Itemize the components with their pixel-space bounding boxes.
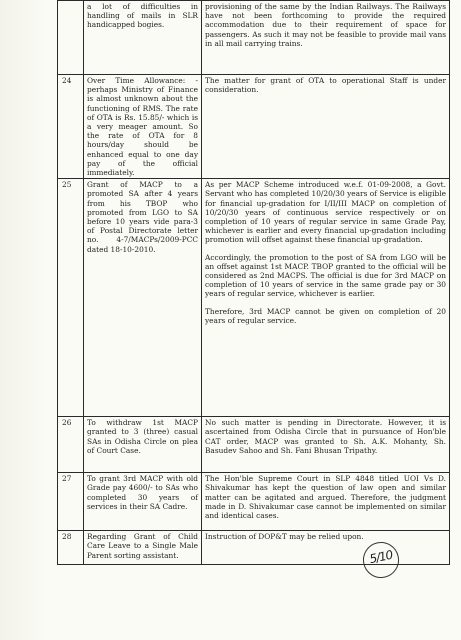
serial-number: 24 [58,75,84,179]
table-row [58,75,450,179]
reply-paragraph: The Hon'ble Supreme Court in SLP 4848 titled UOI Vs D. Shivakumar has kept the question of law open and similar matter can be agitated and argued. Therefore, the judgment made in D. Shivakumar case cannot be implemented on similar and identical cases. [205,474,446,521]
serial-number: 26 [58,417,84,473]
reply-cell [202,75,450,179]
reply-paragraph: Instruction of DOP&T may be relied upon. [205,532,364,542]
reply-paragraph: provisioning of the same by the Indian Railways. The Railways have not been forthcoming to provide the required accommodation due to their requirement of space for passengers. As such it may not be feasible to provide mail vans in all mail carrying trains. [205,2,446,48]
reply-paragraph: The matter for grant of OTA to operational Staff is under consideration. [205,76,446,95]
table-row [58,417,450,473]
subject-cell: Regarding Grant of Child Care Leave to a Single Male Parent sorting assistant. [84,531,202,565]
serial-number: 27 [58,473,84,531]
reply-cell [202,531,450,565]
subject-cell: Grant of MACP to a promoted SA after 4 years from his TBOP who promoted from LGO to SA before 10 years vide para-3 of Postal Directorate letter no. 4-7/MACPs/2009-PCC dated 18-10-2010. [84,179,202,417]
reply-cell [202,417,450,473]
table-row [58,179,450,417]
serial-number [58,1,84,75]
subject-cell: Over Time Allowance: - perhaps Ministry of Finance is almost unknown about the functioning of RMS. The rate of OTA is Rs. 15.85/- which is a very meager amount. So the rate of OTA for 8 hours/day should be enhanced equal to one day pay of the official immediately. [84,75,202,179]
serial-number: 25 [58,179,84,417]
table-row [58,1,450,75]
subject-cell: a lot of difficulties in handling of mails in SLR handicapped bogies. [84,1,202,75]
reply-paragraph: No such matter is pending in Directorate. However, it is ascertained from Odisha Circle that in pursuance of Hon'ble CAT order, MACP was granted to Sh. A.K. Mohanty, Sh. Basudev Sahoo and Sh. Fani Bhusan Tripathy. [205,418,446,455]
reply-cell [202,179,450,417]
subject-cell: To grant 3rd MACP with old Grade pay 4600/- to SAs who completed 30 years of services in their SA Cadre. [84,473,202,531]
table-row [58,473,450,531]
reply-cell [202,1,450,75]
reply-paragraph: As per MACP Scheme introduced w.e.f. 01-09-2008, a Govt. Servant who has completed 10/20/30 years of Service is eligible for financial up-gradation for I/II/III MACP on completion of 10/20/30 years of continuous service respectively or on completion of 10 years of regular service in same Grade Pay, whichever is earlier and every financial up-gradation including promotion will offset against these financial up-gradation. [205,180,446,245]
reply-table [57,0,450,565]
page-mark: 5/10 [368,547,394,567]
serial-number: 28 [58,531,84,565]
reply-paragraph: Accordingly, the promotion to the post of SA from LGO will be an offset against 1st MACP. TBOP granted to the official will be considered as 2nd MACPS. The official is due for 3rd MACP on completion of 10 years of service in the same grade pay or 30 years of regular service, whichever is earlier. [205,252,446,299]
reply-paragraph: Therefore, 3rd MACP cannot be given on completion of 20 years of regular service. [205,306,446,325]
subject-cell: To withdraw 1st MACP granted to 3 (three) casual SAs in Odisha Circle on plea of Court Case. [84,417,202,473]
reply-cell [202,473,450,531]
